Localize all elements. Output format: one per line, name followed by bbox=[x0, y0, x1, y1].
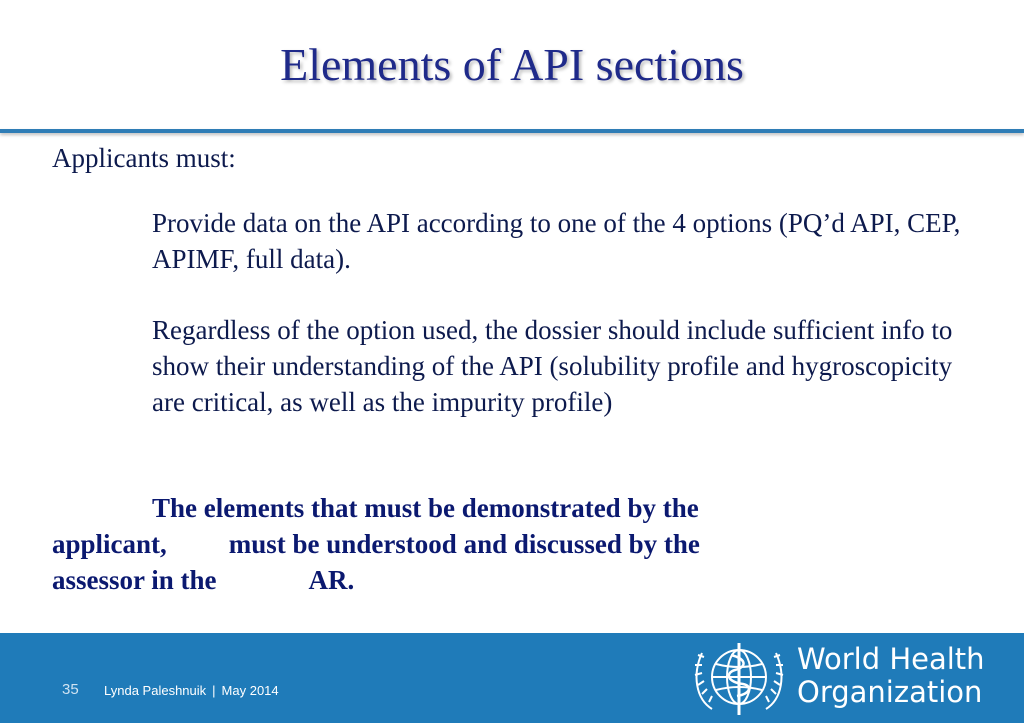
emphasis-applicant: applicant, bbox=[52, 529, 167, 559]
emphasis-line-3 bbox=[52, 562, 972, 598]
emphasis-statement bbox=[52, 490, 972, 598]
presentation-date: May 2014 bbox=[221, 683, 279, 698]
who-emblem-icon bbox=[690, 639, 788, 717]
emphasis-understood: must be understood and discussed by the bbox=[228, 529, 700, 559]
footer-bar bbox=[0, 633, 1024, 723]
paragraph-options: Provide data on the API according to one of the 4 options (PQ’d API, CEP, APIMF, full data). bbox=[152, 208, 961, 274]
paragraph-understanding: Regardless of the option used, the dossier should include sufficient info to show their understanding of the API (solubility profile and hygroscopicity are critical, as well as the impurity profile) bbox=[152, 315, 953, 417]
emphasis-line-2 bbox=[52, 526, 972, 562]
intro-text: Applicants must: bbox=[52, 143, 236, 173]
footer-meta bbox=[104, 683, 279, 698]
page-number: 35 bbox=[62, 681, 79, 698]
title-divider bbox=[0, 129, 1024, 133]
emphasis-assessor: assessor in the bbox=[52, 565, 217, 595]
who-name-line1: World Health bbox=[797, 642, 985, 676]
slide-title: Elements of API sections bbox=[280, 39, 744, 90]
footer-separator: | bbox=[212, 683, 216, 698]
emphasis-ar: AR. bbox=[308, 565, 355, 595]
who-name-line2: Organization bbox=[797, 675, 983, 709]
emphasis-line-1: The elements that must be demonstrated by the bbox=[152, 493, 699, 523]
author-name: Lynda Paleshnuik bbox=[104, 683, 207, 698]
who-name bbox=[797, 643, 985, 709]
